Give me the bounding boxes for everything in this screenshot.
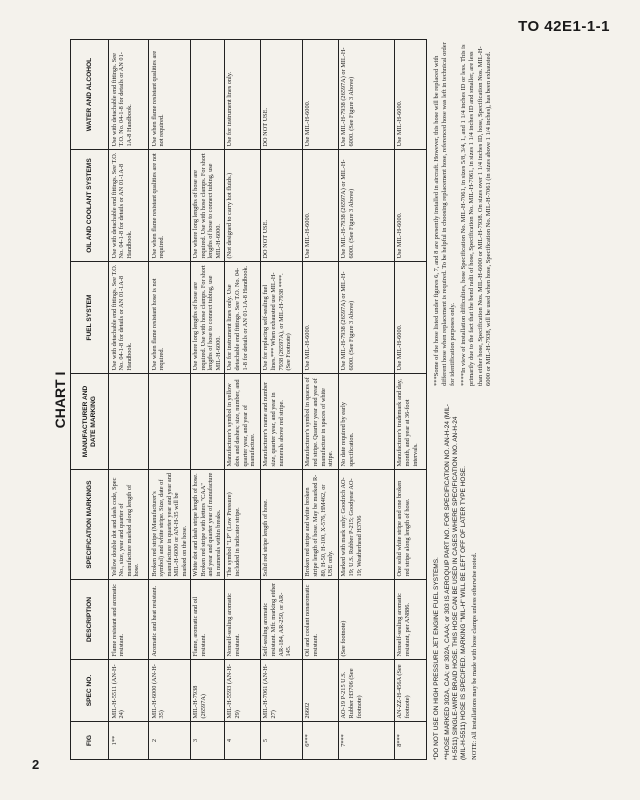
- col-spec-markings: SPECIFICATION MARKINGS: [71, 470, 109, 580]
- table-row: [109, 40, 149, 760]
- cell-spec-no: MIL-H-5593 (AN-H-29): [224, 660, 260, 722]
- col-water-alcohol: WATER AND ALCOHOL: [71, 40, 109, 150]
- cell-spec-markings: One solid white stripe and one broken red stripe along length of hose.: [394, 470, 426, 580]
- footnote-installation: ****In view of installation difficulties, hose Specification No. MIL-H-7061, in sizes 5/8, 3/4, 1, and 1 1/4 inches ID or less. This is primarily due to the fact that the bend radii of hose, Specification No. MIL-H-7061, in sizes 1 1/4 inches ID and smaller, are less than either hose, Specification Nos. MIL-H-6000 or MIL-H-7938. On sizes over 1 1/4 inches ID, hose, Specification Nos. MIL-H-6000 or MIL-H-7938, will be used when hose, Specification No. MIL-H-7061 (in sizes above 1 1/4 inches), has been exhausted.: [460, 44, 492, 386]
- cell-water-alcohol: Use MIL-H-6000.: [394, 40, 426, 150]
- chart-block: [50, 40, 630, 760]
- cell-manufacturer-marking: Manufacturer's trademark and day, month, and year at 36-foot intervals.: [394, 374, 426, 470]
- cell-spec-no: MIL-H-7938 (26597A): [190, 660, 224, 722]
- cell-description: Self-sealing aromatic resistant. Mfr. marking either AR-184, AR-250, or AR-145.: [260, 580, 302, 660]
- col-fig: FIG: [71, 722, 109, 760]
- cell-fig: 3: [190, 722, 224, 760]
- cell-manufacturer-marking: Manufacturer's symbol in spaces of red stripe. Quarter year and year of manufacture in spaces of white stripe.: [302, 374, 338, 470]
- cell-fuel-system: Use MIL-H-6000.: [302, 262, 338, 374]
- cell-description: Nonself-sealing aromatic resistant.: [224, 580, 260, 660]
- footnotes-right: [433, 40, 496, 386]
- cell-description: (See footnote): [338, 580, 394, 660]
- cell-fig: 6***: [302, 722, 338, 760]
- cell-description: Flame resistant and aromatic resistant.: [109, 580, 149, 660]
- col-spec-no: SPEC NO.: [71, 660, 109, 722]
- cell-spec-markings: Solid red stripe length of hose.: [260, 470, 302, 580]
- cell-fig: 7***: [338, 722, 394, 760]
- table-row: [149, 40, 191, 760]
- cell-spec-no: 26602: [302, 660, 338, 722]
- cell-fuel-system: Use where long lengths of hose are required. Use with hose clamps. For short lengths of hose to connect tubing, use MIL-H-6000.: [190, 262, 224, 374]
- col-oil-coolant: OIL AND COOLANT SYSTEMS: [71, 150, 109, 262]
- cell-fig: 5: [260, 722, 302, 760]
- cell-water-alcohol: [190, 40, 224, 150]
- cell-fig: 4: [224, 722, 260, 760]
- table-row: [302, 40, 338, 760]
- cell-fuel-system: Use when flame resistant hose is not required.: [149, 262, 191, 374]
- cell-description: Flame, aromatic and oil resistant.: [190, 580, 224, 660]
- cell-spec-markings: White dot and dash stripe length of hose. Broken red stripe with letters "CAA" and year and quarter year of manufacture in numerals within breaks.: [190, 470, 224, 580]
- cell-oil-coolant: Use with detachable end fittings. See T.O. No. 04-1-8 for details or AN 01-1A-8 Handbook.: [109, 150, 149, 262]
- cell-spec-markings: Yellow double dot and dash code, Spec No., size, year and quarter of manufacture marked along length of hose.: [109, 470, 149, 580]
- table-row: [190, 40, 224, 760]
- cell-description: Nonself-sealing aromatic resistant, per AN886.: [394, 580, 426, 660]
- cell-spec-markings: Broken red stripe (Manufacturer's symbol) and white stripe. Size, date of manufacture in quarter year and year and MIL-H-6000 or AN-H-35 will be marked on the hose.: [149, 470, 191, 580]
- cell-spec-no: AO-19 P-215 U.S. Rubber H3706 (See footnote): [338, 660, 394, 722]
- document-number: TO 42E1-1-1: [518, 18, 610, 35]
- cell-fuel-system: Use for replacing self-sealing fuel lines.*** When exhausted use MIL-H-7938 (26597A), or MIL-H-7938 ****. (See Footnote): [260, 262, 302, 374]
- table-row: [260, 40, 302, 760]
- col-description: DESCRIPTION: [71, 580, 109, 660]
- col-manufacturer-marking: MANUFACTURER AND DATE MARKING: [71, 374, 109, 470]
- cell-spec-no: MIL-H-7061 (AN-H-27): [260, 660, 302, 722]
- cell-manufacturer-marking: [109, 374, 149, 470]
- cell-water-alcohol: Use MIL-H-7938 (26597A) or MIL-H-6000. (See Figure 3 Above): [338, 40, 394, 150]
- cell-spec-markings: Broken red stripe and white broken stripe length of hose. May be marked R-80, H-50, H-100, X-576, HM462, or USE only.: [302, 470, 338, 580]
- footnotes: [433, 40, 496, 760]
- cell-fuel-system: Use with detachable end fittings. See T.O. No. 04-1-8 for details or AN 01-1A-8 Handbook.: [109, 262, 149, 374]
- cell-fig: 2: [149, 722, 191, 760]
- chart-title: CHART I: [52, 371, 68, 429]
- cell-oil-coolant: DO NOT USE.: [260, 150, 302, 262]
- cell-water-alcohol: Use when flame resistant qualities are not required.: [149, 40, 191, 150]
- cell-oil-coolant: Use MIL-H-6000.: [394, 150, 426, 262]
- cell-manufacturer-marking: [149, 374, 191, 470]
- cell-water-alcohol: Use for instrument lines only.: [224, 40, 260, 150]
- cell-oil-coolant: Use where long lengths of hose are required. Use with hose clamps. For short lengths of hose to connect tubing, use MIL-H-6000.: [190, 150, 224, 262]
- cell-manufacturer-marking: Manufacturer's symbol in yellow dots and dashes; size, number, and quarter year, and year of manufacture.: [224, 374, 260, 470]
- footnote-clamps: NOTE: All installations may be made with hose clamps unless otherwise noted.: [471, 552, 479, 760]
- table-row: [224, 40, 260, 760]
- cell-water-alcohol: Use with detachable end fittings. See T.O. No. 04-1-8 for details or AN 01-1A-8 Handbook.: [109, 40, 149, 150]
- cell-oil-coolant: Use MIL-H-7938 (26597A) or MIL-H-6000. (See Figure 3 Above): [338, 150, 394, 262]
- page-number: 2: [32, 757, 40, 772]
- col-fuel-system: FUEL SYSTEM: [71, 262, 109, 374]
- cell-spec-markings: The symbol "LP" (Low Pressure) included in indicator stripe.: [224, 470, 260, 580]
- cell-manufacturer-marking: No date required by early specification.: [338, 374, 394, 470]
- cell-oil-coolant: (Not designed to carry hot fluids.): [224, 150, 260, 262]
- hose-chart-table: [70, 39, 427, 760]
- cell-fig: 8***: [394, 722, 426, 760]
- cell-manufacturer-marking: Manufacturer's name and number size, quarter year, and year in numerals above red stripe.: [260, 374, 302, 470]
- cell-water-alcohol: Use MIL-H-6000.: [302, 40, 338, 150]
- footnote-replacement: ***Some of the hose listed under figures 6, 7, and 8 are presently installed in aircraft. However, this hose will be replaced with different hose when replacement is required. To be helpful in choosing replacement hose, referenced hose was left in technical order for identification purposes only.: [432, 42, 457, 386]
- table-row: [394, 40, 426, 760]
- cell-fuel-system: Use for instrument lines only. Use detachable end fittings. See T.O. No. 04-1-8 for details or AN 01-1A-8 Handbook.: [224, 262, 260, 374]
- cell-fuel-system: Use MIL-H-6000.: [394, 262, 426, 374]
- cell-spec-no: MIL-H-5511 (AN-H-24): [109, 660, 149, 722]
- cell-oil-coolant: Use MIL-H-6000.: [302, 150, 338, 262]
- cell-description: Oil and coolant nonaromatic resistant.: [302, 580, 338, 660]
- cell-description: Aromatic and heat resistant.: [149, 580, 191, 660]
- cell-fig: 1**: [109, 722, 149, 760]
- cell-oil-coolant: Use when flame resistant qualities are not required.: [149, 150, 191, 262]
- table-row: [338, 40, 394, 760]
- footnote-no-jet: *DO NOT USE ON HIGH PRESSURE JET ENGINE FUEL SYSTEMS.: [432, 557, 440, 760]
- footnote-aeroquip: **HOSE MARKED 302A, CAA; or 302A, CAAA; or 303 IS AEROQUIP PART NO. FOR SPECIFICATION NO. AN-H-24 (MIL-H-5511) SINGLE-WIRE BRAID HOSE. THIS HOSE CAN BE USED IN CASES WHERE SPECIFICATION NO. AN-H-24 (MIL-H-5511) HOSE IS SPECIFIED. MARKING "MIL-H" WILL BE LEFT OFF OF LATER TYPE HOSE.: [444, 404, 468, 760]
- table-header-row: [71, 40, 109, 760]
- cell-water-alcohol: DO NOT USE.: [260, 40, 302, 150]
- cell-fuel-system: Use MIL-H-7938 (26597A) or MIL-H-6000. (See Figure 3 Above): [338, 262, 394, 374]
- cell-spec-no: AN-ZZ-H-456A (See footnote): [394, 660, 426, 722]
- cell-manufacturer-marking: [190, 374, 224, 470]
- footnotes-left: [433, 400, 496, 760]
- cell-spec-markings: Marked with mark only: Goodrich AO-19; U.S. Rubber P-215; Goodyear AO-19; Weatherhead H3706: [338, 470, 394, 580]
- cell-spec-no: MIL-H-6000 (AN-H-35): [149, 660, 191, 722]
